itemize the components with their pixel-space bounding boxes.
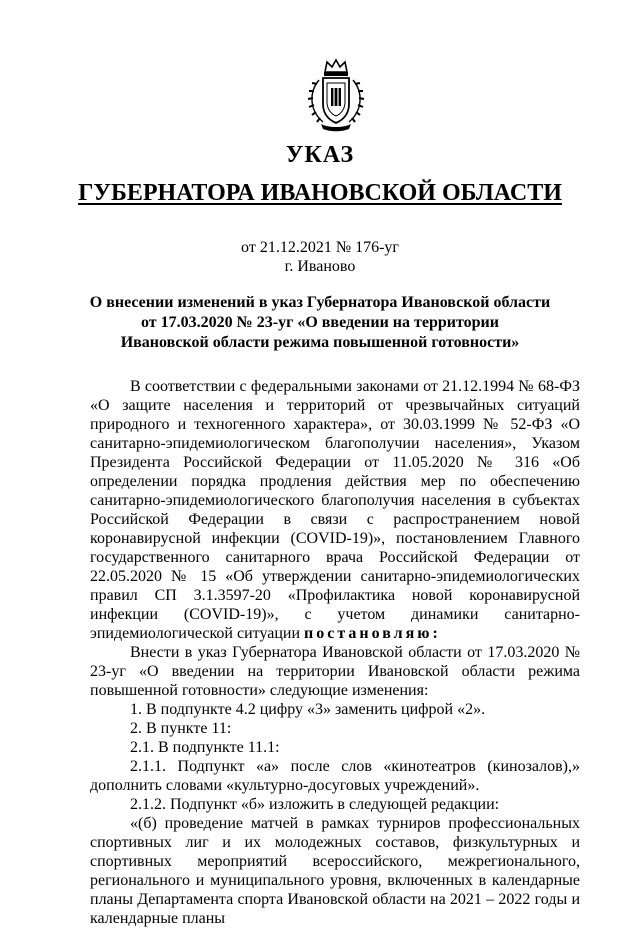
preamble-text: В соответствии с федеральными законами от 21.12.1994 № 68-ФЗ «О защите населения и территорий от чрезвычайных ситуаций природного и техногенного характера», от 30.03.1999 № 52-ФЗ «О санитарно-эпидемиологическом благополучии населения», Указом Президента Российской Федерации от 11.05.2020 № 316 «Об определении порядка продления действия мер по обеспечению санитарно-эпидемиологического благополучия населения в субъектах Российской Федерации в связи с распространением новой коронавирусной инфекции (COVID-19)», постановлением Главного государственного санитарного врача Российской Федерации от 22.05.2020 № 15 «Об утверждении санитарно-эпидемиологических правил СП 3.1.3597-20 «Профилактика новой коронавирусной инфекции (COVID-19)», с учетом динамики санитарно-эпидемиологической ситуации: [90, 378, 580, 642]
intro-paragraph: Внести в указ Губернатора Ивановской области от 17.03.2020 № 23-уг «О введении на территории Ивановской области режима повышенной готовности» следующие изменения:: [90, 644, 580, 699]
heading-line: Ивановской области режима повышенной готовности»: [120, 334, 520, 351]
document-body: [90, 377, 580, 928]
resolve-word: постановляю:: [304, 625, 441, 642]
document-title: УКАЗ: [285, 142, 355, 168]
list-item: 1. В подпункте 4.2 цифру «3» заменить цифрой «2».: [130, 701, 486, 718]
heading-line: от 17.03.2020 № 23-уг «О введении на территории: [141, 314, 499, 331]
document-heading: [60, 293, 580, 353]
heading-line: О внесении изменений в указ Губернатора Ивановской области: [89, 294, 551, 311]
list-item: 2.1.1. Подпункт «а» после слов «кинотеатров (кинозалов),» дополнить словами «культурно-досуговых учреждений».: [90, 758, 580, 794]
preamble-paragraph: [90, 377, 580, 643]
list-item: «(б) проведение матчей в рамках турниров профессиональных спортивных лиг и их молодежных составов, физкультурных и спортивных мероприятий всероссийского, межрегионального, регионального и муниципального уровня, включенных в календарные планы Департамента спорта Ивановской области на 2021 – 2022 годы и календарные планы: [90, 815, 580, 927]
coat-of-arms-icon: [303, 58, 369, 132]
city-name: г. Иваново: [284, 258, 356, 275]
document-subtitle: ГУБЕРНАТОРА ИВАНОВСКОЙ ОБЛАСТИ: [78, 180, 562, 206]
list-item: 2.1. В подпункте 11.1:: [130, 739, 280, 756]
date-number: от 21.12.2021 № 176-уг: [241, 239, 399, 256]
list-item: 2. В пункте 11:: [130, 720, 232, 737]
date-block: [60, 238, 580, 276]
list-item: 2.1.2. Подпункт «б» изложить в следующей редакции:: [130, 796, 500, 813]
